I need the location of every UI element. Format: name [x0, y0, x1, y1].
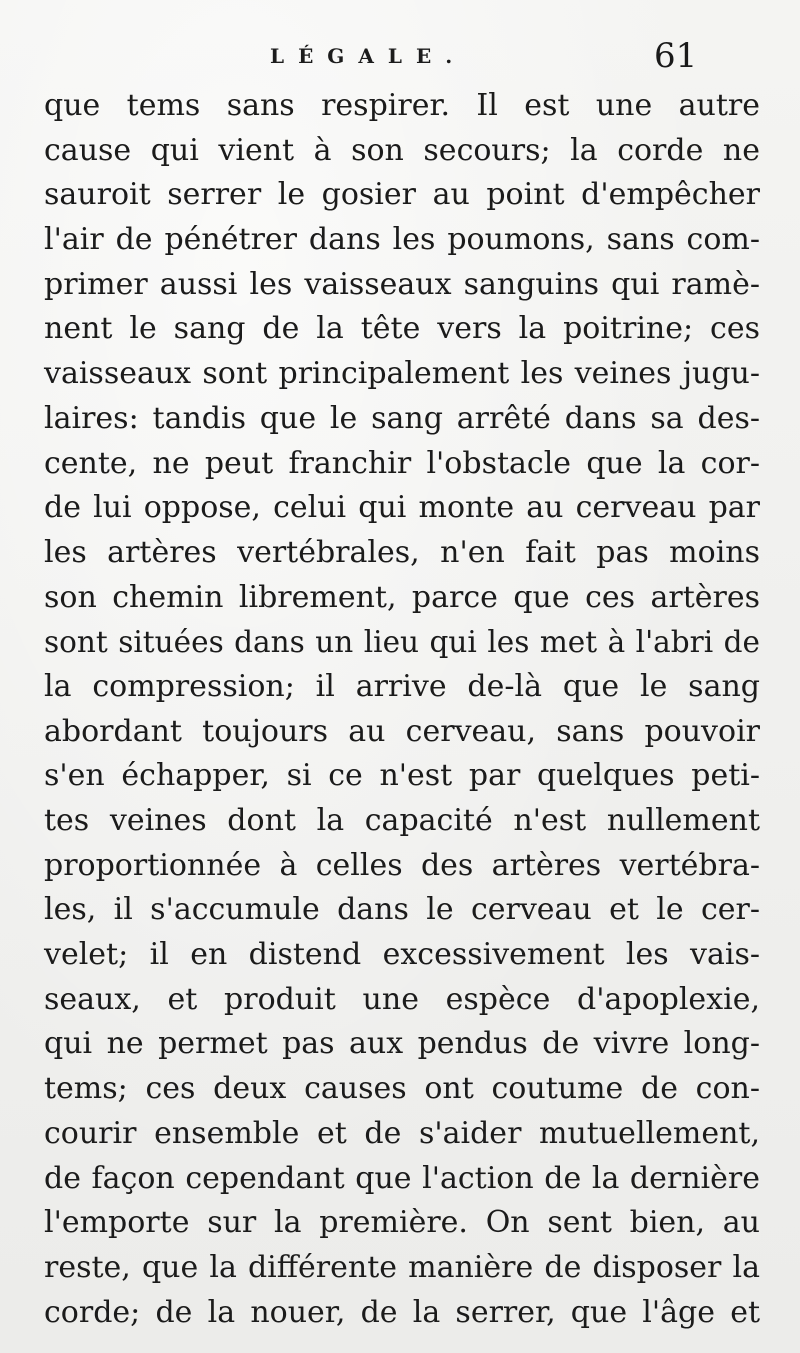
text-line: que tems sans respirer. Il est une autre [44, 88, 760, 123]
text-line: reste, que la différente manière de disposer la [44, 1249, 760, 1285]
text-line: courir ensemble et de s'aider mutuellement, [44, 1115, 760, 1151]
text-line: les artères vertébrales, n'en fait pas moins [44, 534, 760, 570]
text-line: nent le sang de la tête vers la poitrine; ces [44, 311, 760, 347]
text-line: de façon cependant que l'action de la dernière [44, 1160, 760, 1196]
text-line: tes veines dont la capacité n'est nullement [44, 803, 760, 838]
text-line: sont situées dans un lieu qui les met à l'abri de [44, 625, 760, 660]
running-head: LÉGALE. [270, 44, 467, 68]
text-line: de lui oppose, celui qui monte au cerveau par [44, 490, 760, 526]
text-line: proportionnée à celles des artères vertébra- [44, 847, 760, 883]
text-line: la compression; il arrive de-là que le sang [44, 668, 760, 704]
text-line: seaux, et produit une espèce d'apoplexie, [44, 981, 760, 1017]
text-line: cause qui vient à son secours; la corde ne [44, 132, 760, 168]
text-line: son chemin librement, parce que ces artères [44, 579, 760, 615]
text-line: velet; il en distend excessivement les vais- [44, 937, 760, 973]
text-line: tems; ces deux causes ont coutume de con- [44, 1071, 760, 1107]
page-header [0, 36, 800, 90]
page-number: 61 [654, 36, 698, 76]
text-line: primer aussi les vaisseaux sanguins qui ramè- [44, 266, 760, 302]
text-line: vaisseaux sont principalement les veines jugu- [44, 356, 760, 392]
text-line: abordant toujours au cerveau, sans pouvoir [44, 713, 760, 749]
text-line: l'air de pénétrer dans les poumons, sans com- [44, 222, 760, 258]
body-text [44, 84, 760, 1335]
text-line: qui ne permet pas aux pendus de vivre long- [44, 1026, 760, 1062]
text-line: l'emporte sur la première. On sent bien, au [44, 1205, 760, 1241]
text-line: cente, ne peut franchir l'obstacle que la cor- [44, 445, 760, 481]
text-line: corde; de la nouer, de la serrer, que l'âge et [44, 1294, 760, 1330]
text-line: s'en échapper, si ce n'est par quelques peti- [44, 758, 760, 794]
text-line: sauroit serrer le gosier au point d'empêcher [44, 177, 760, 213]
text-line: les, il s'accumule dans le cerveau et le cer- [44, 892, 760, 928]
text-line: laires: tandis que le sang arrêté dans sa des- [44, 400, 760, 436]
